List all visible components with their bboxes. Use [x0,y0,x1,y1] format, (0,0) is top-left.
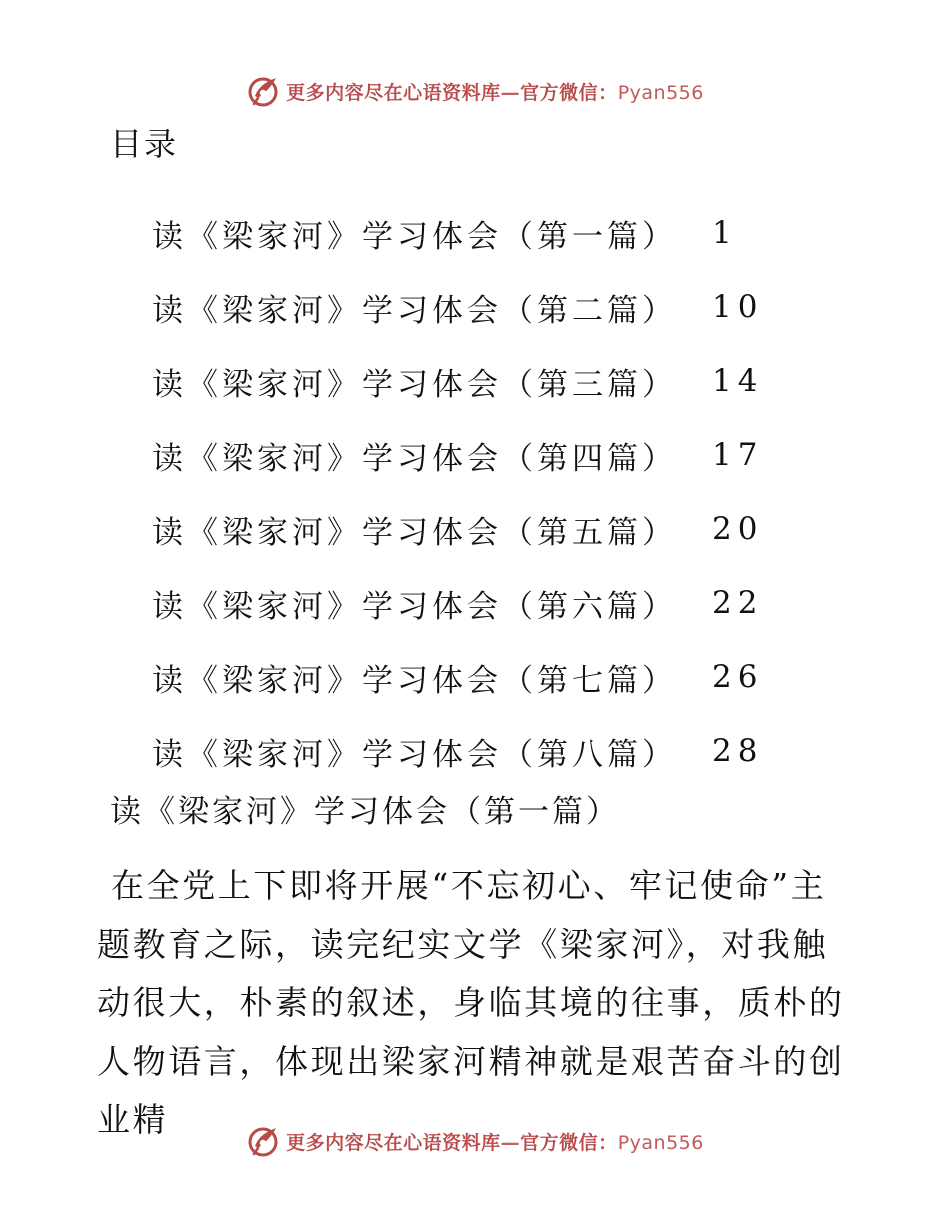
footer-watermark [0,1121,950,1161]
watermark-text [286,1128,704,1155]
watermark-suffix-text: 官方微信： [520,81,618,104]
watermark-main-text: 更多内容尽在心语资料库 [286,1131,501,1154]
toc-item-label: 读《梁家河》学习体会（第五篇） [152,514,677,551]
toc-item[interactable] [152,196,763,270]
watermark-suffix-text: 官方微信： [520,1131,618,1154]
toc-item-page: 20 [712,511,764,547]
watermark-main-text: 更多内容尽在心语资料库 [286,81,501,104]
toc-item-page: 26 [712,659,764,695]
toc-item-label: 读《梁家河》学习体会（第六篇） [152,588,677,625]
body-paragraph: 在全党上下即将开展“不忘初心、牢记使命”主题教育之际，读完纪实文学《梁家河》，对我触动很大，朴素的叙述，身临其境的往事，质朴的人物语言，体现出梁家河精神就是艰苦奋斗的创业精 [97,866,845,1139]
watermark-dash: — [500,81,521,104]
toc-item-label: 读《梁家河》学习体会（第一篇） [152,218,677,255]
toc-item[interactable] [152,492,763,566]
toc-title: 目录 [110,125,179,163]
toc-item-label: 读《梁家河》学习体会（第七篇） [152,662,677,699]
toc-item[interactable] [152,640,763,714]
toc-item-page: 10 [712,289,764,325]
toc-item[interactable] [152,270,763,344]
toc-item-page: 1 [712,215,738,251]
toc-item-label: 读《梁家河》学习体会（第三篇） [152,366,677,403]
toc-item-page: 14 [712,363,764,399]
toc-item[interactable] [152,566,763,640]
quill-heart-logo-icon [246,1124,280,1158]
watermark-wechat-id: Pyan556 [617,1131,704,1154]
toc-item[interactable] [152,418,763,492]
toc-item-page: 22 [712,585,764,621]
toc-item-page: 17 [712,437,764,473]
toc-item-label: 读《梁家河》学习体会（第二篇） [152,292,677,329]
watermark-dash: — [500,1131,521,1154]
quill-heart-logo-icon [246,74,280,108]
toc-item-page: 28 [712,733,764,769]
toc-item[interactable] [152,714,763,788]
watermark-text [286,78,704,105]
toc-item-label: 读《梁家河》学习体会（第四篇） [152,440,677,477]
toc-list [152,196,763,788]
toc-item-label: 读《梁家河》学习体会（第八篇） [152,736,677,773]
section-heading: 读《梁家河》学习体会（第一篇） [110,794,620,830]
toc-item[interactable] [152,344,763,418]
header-watermark [0,71,950,111]
watermark-wechat-id: Pyan556 [617,81,704,104]
